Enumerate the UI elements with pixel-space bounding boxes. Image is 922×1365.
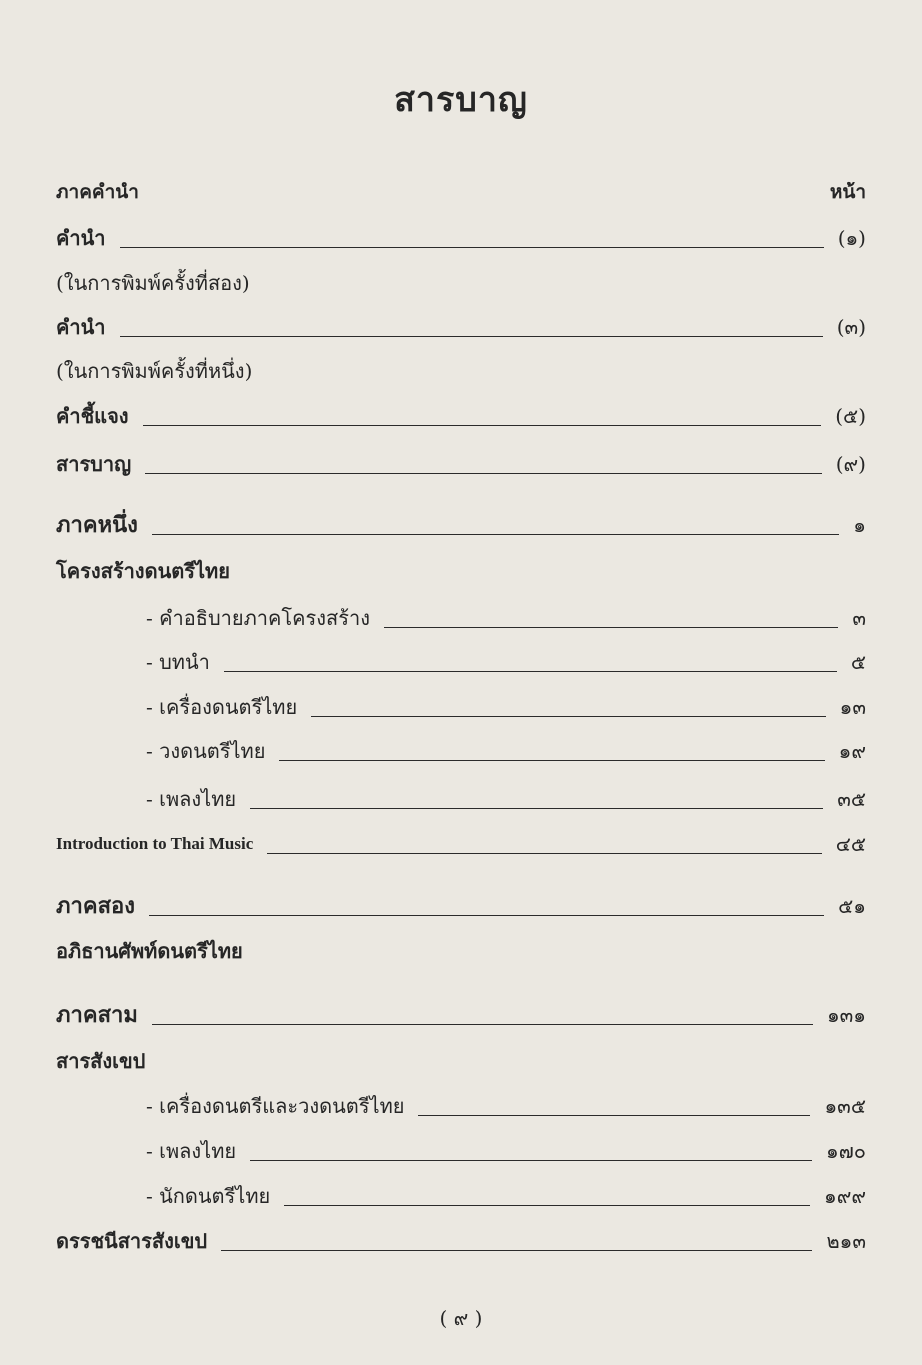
toc-entry-label: ภาคสอง [56, 893, 135, 919]
section-heading-preface: ภาคคำนำ [56, 181, 139, 203]
toc-entry-foreword-2[interactable] [56, 223, 866, 253]
toc-entry-label: คำนำ [56, 315, 106, 339]
toc-entry-label: - บทนำ [146, 650, 210, 674]
toc-subentry[interactable] [146, 647, 866, 677]
toc-note: (ในการพิมพ์ครั้งที่สอง) [56, 271, 250, 295]
dot-leader [418, 1115, 810, 1116]
dot-leader [250, 1160, 812, 1161]
toc-entry-label: ภาคหนึ่ง [56, 512, 138, 538]
toc-subheading: อภิธานศัพท์ดนตรีไทย [56, 939, 243, 963]
toc-entry-page: ๑๙ [838, 739, 866, 763]
dot-leader [120, 247, 824, 248]
toc-entry-page: (๙) [835, 452, 866, 476]
toc-subentry[interactable] [146, 1136, 866, 1166]
dot-leader [145, 473, 822, 474]
toc-entry-label: - เพลงไทย [146, 1139, 237, 1163]
toc-entry-page: (๑) [837, 226, 866, 250]
toc-subentry[interactable] [146, 736, 866, 766]
toc-entry-label: - คำอธิบายภาคโครงสร้าง [146, 606, 370, 630]
toc-entry-page: ๑ [853, 513, 866, 537]
toc-entry-explanation[interactable] [56, 401, 866, 431]
dot-leader [152, 1024, 813, 1025]
toc-entry-label: คำชี้แจง [56, 404, 129, 428]
toc-entry-contents[interactable] [56, 449, 866, 479]
dot-leader [267, 853, 821, 854]
toc-subheading: โครงสร้างดนตรีไทย [56, 559, 230, 583]
toc-entry-index[interactable] [56, 1226, 866, 1256]
dot-leader [120, 336, 823, 337]
toc-subentry[interactable] [146, 1181, 866, 1211]
toc-entry-page: ๓ [852, 606, 866, 630]
dot-leader [311, 716, 825, 717]
dot-leader [149, 915, 824, 916]
toc-header [56, 176, 866, 208]
dot-leader [221, 1250, 812, 1251]
page-title: สารบาญ [394, 80, 528, 120]
dot-leader [284, 1205, 810, 1206]
page-number-footer: ( ๙ ) [439, 1306, 483, 1330]
dot-leader [143, 425, 822, 426]
toc-entry-page: ๓๕ [837, 787, 866, 811]
toc-entry-page: (๓) [836, 315, 866, 339]
toc-entry-page: ๕ [850, 650, 866, 674]
toc-note: (ในการพิมพ์ครั้งที่หนึ่ง) [56, 359, 253, 383]
toc-entry-label: สารบาญ [56, 452, 132, 476]
toc-subentry[interactable] [146, 1091, 866, 1121]
dot-leader [384, 627, 838, 628]
toc-entry-part-one[interactable] [56, 510, 866, 540]
toc-entry-page: ๑๗๐ [826, 1139, 866, 1163]
page-column-heading: หน้า [829, 181, 866, 203]
toc-subentry[interactable] [146, 784, 866, 814]
dot-leader [152, 534, 839, 535]
toc-subheading: สารสังเขป [56, 1049, 146, 1073]
toc-entry-page: ๒๑๓ [826, 1229, 866, 1253]
toc-entry-label: - นักดนตรีไทย [146, 1184, 271, 1208]
toc-entry-page: ๕๑ [838, 894, 866, 918]
toc-entry-label: คำนำ [56, 226, 106, 250]
toc-entry-label: ดรรชนีสารสังเขป [56, 1229, 208, 1253]
toc-entry-introduction-english[interactable] [56, 829, 866, 859]
toc-entry-label: - วงดนตรีไทย [146, 739, 266, 763]
toc-entry-label: ภาคสาม [56, 1002, 138, 1028]
toc-entry-part-three[interactable] [56, 1000, 866, 1030]
toc-entry-foreword-1[interactable] [56, 312, 866, 342]
toc-entry-page: ๑๙๙ [824, 1184, 866, 1208]
toc-entry-page: (๕) [835, 404, 866, 428]
dot-leader [224, 671, 837, 672]
toc-entry-page: ๑๓ [839, 695, 866, 719]
toc-entry-page: ๑๓๕ [824, 1094, 866, 1118]
dot-leader [279, 760, 824, 761]
toc-entry-label: - เพลงไทย [146, 787, 237, 811]
toc-entry-label: - เครื่องดนตรีและวงดนตรีไทย [146, 1094, 405, 1118]
toc-entry-page: ๔๕ [835, 832, 866, 856]
toc-entry-label: Introduction to Thai Music [56, 834, 254, 853]
toc-subentry[interactable] [146, 603, 866, 633]
dot-leader [250, 808, 823, 809]
toc-subentry[interactable] [146, 692, 866, 722]
toc-entry-label: - เครื่องดนตรีไทย [146, 695, 298, 719]
toc-entry-part-two[interactable] [56, 891, 866, 921]
toc-entry-page: ๑๓๑ [826, 1003, 866, 1027]
